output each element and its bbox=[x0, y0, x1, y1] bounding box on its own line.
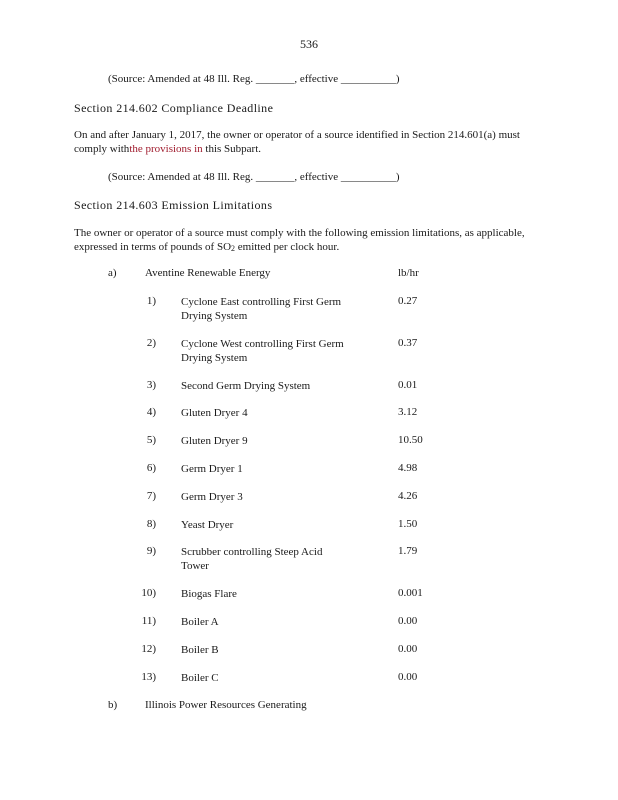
emission-row bbox=[0, 615, 618, 645]
item-value: 4.26 bbox=[398, 490, 418, 502]
emission-row bbox=[0, 462, 618, 492]
source-note: (Source: Amended at 48 Ill. Reg. _______, effective __________) bbox=[108, 73, 400, 85]
category-b-name: Illinois Power Resources Generating bbox=[145, 699, 307, 711]
emission-row bbox=[0, 434, 618, 464]
section-603-text: The owner or operator of a source must comply with the following emission limitations, as applicable, expressed in terms of pounds of SO bbox=[74, 227, 525, 253]
item-value: 0.00 bbox=[398, 643, 418, 655]
item-label: Germ Dryer 3 bbox=[181, 491, 243, 503]
section-603-heading: Section 214.603 Emission Limitations bbox=[74, 198, 273, 212]
item-label: Scrubber controlling Steep Acid Tower bbox=[181, 546, 323, 572]
item-number: 7) bbox=[146, 490, 156, 502]
item-number: 4) bbox=[146, 406, 156, 418]
item-number: 12) bbox=[141, 643, 156, 655]
section-602-paragraph bbox=[74, 128, 554, 156]
emission-row bbox=[0, 379, 618, 409]
item-value: 0.01 bbox=[398, 379, 418, 391]
emission-row bbox=[0, 587, 618, 617]
item-number: 1) bbox=[146, 295, 156, 307]
section-603-text-end: emitted per clock hour. bbox=[235, 241, 340, 253]
category-a-name: Aventine Renewable Energy bbox=[145, 267, 271, 279]
item-value: 0.00 bbox=[398, 615, 418, 627]
item-label: Gluten Dryer 9 bbox=[181, 435, 248, 447]
item-label: Second Germ Drying System bbox=[181, 380, 311, 392]
item-label: Yeast Dryer bbox=[181, 519, 234, 531]
item-value: 0.001 bbox=[398, 587, 423, 599]
item-number: 3) bbox=[146, 379, 156, 391]
item-number: 5) bbox=[146, 434, 156, 446]
section-603-subscript: 2 bbox=[231, 244, 236, 253]
emission-row bbox=[0, 671, 618, 701]
item-number: 13) bbox=[141, 671, 156, 683]
source-note: (Source: Amended at 48 Ill. Reg. _______, effective __________) bbox=[108, 171, 400, 183]
section-602-text: On and after January 1, 2017, the owner or operator of a source identified in Section 214.601(a) must comply with bbox=[74, 129, 520, 155]
item-value: 0.00 bbox=[398, 671, 418, 683]
section-603-paragraph bbox=[74, 226, 554, 256]
item-value: 1.50 bbox=[398, 518, 418, 530]
item-value: 3.12 bbox=[398, 406, 418, 418]
emission-row bbox=[0, 406, 618, 436]
emission-row bbox=[0, 490, 618, 520]
section-602-heading: Section 214.602 Compliance Deadline bbox=[74, 101, 274, 115]
item-number: 6) bbox=[146, 462, 156, 474]
emission-row bbox=[0, 337, 618, 367]
category-a-letter: a) bbox=[108, 267, 117, 279]
item-label: Boiler B bbox=[181, 644, 219, 656]
item-label: Boiler A bbox=[181, 616, 219, 628]
emission-row bbox=[0, 545, 618, 575]
item-number: 9) bbox=[146, 545, 156, 557]
item-label: Germ Dryer 1 bbox=[181, 463, 243, 475]
item-value: 0.37 bbox=[398, 337, 418, 349]
page-number: 536 bbox=[300, 37, 318, 51]
item-value: 1.79 bbox=[398, 545, 418, 557]
item-label: Biogas Flare bbox=[181, 588, 237, 600]
item-number: 10) bbox=[141, 587, 156, 599]
item-number: 8) bbox=[146, 518, 156, 530]
emission-row bbox=[0, 518, 618, 548]
item-label: Boiler C bbox=[181, 672, 219, 684]
item-label: Gluten Dryer 4 bbox=[181, 407, 248, 419]
item-label: Cyclone West controlling First Germ Drying System bbox=[181, 338, 344, 364]
item-value: 10.50 bbox=[398, 434, 423, 446]
item-number: 2) bbox=[146, 337, 156, 349]
item-value: 0.27 bbox=[398, 295, 418, 307]
item-number: 11) bbox=[141, 615, 156, 627]
category-b-letter: b) bbox=[108, 699, 118, 711]
unit-header: lb/hr bbox=[398, 267, 419, 279]
section-602-inserted-text: the provisions in bbox=[129, 143, 203, 155]
emission-row bbox=[0, 643, 618, 673]
item-value: 4.98 bbox=[398, 462, 418, 474]
item-label: Cyclone East controlling First Germ Drying System bbox=[181, 296, 342, 322]
section-602-text-end: this Subpart. bbox=[202, 143, 262, 155]
emission-row bbox=[0, 295, 618, 325]
